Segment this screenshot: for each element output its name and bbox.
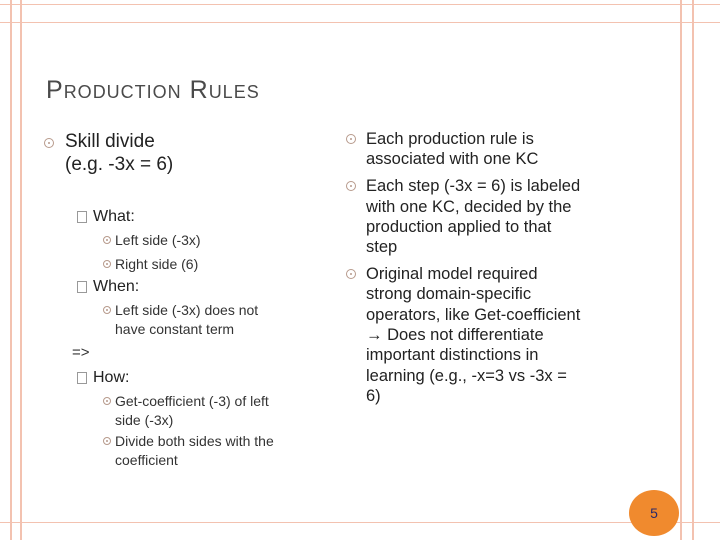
page-number-badge: 5 <box>629 490 679 536</box>
what-item: Left side (-3x) <box>115 232 201 248</box>
square-bullet-icon <box>77 281 87 293</box>
bullet-icon <box>103 437 111 445</box>
frame-line <box>0 22 720 23</box>
slide-title <box>46 76 260 105</box>
right-point-2: Each step (-3x = 6) is labeled <box>366 177 581 195</box>
title-rest: RODUCTION <box>63 82 182 102</box>
when-item: Left side (-3x) does not <box>115 302 259 318</box>
how-item: Divide both sides with the <box>115 433 274 449</box>
implies-arrow: => <box>72 344 90 361</box>
how-heading: How: <box>93 369 130 386</box>
bullet-icon <box>346 181 356 191</box>
right-point-3-cont: 6) <box>366 387 381 405</box>
how-item-cont: side (-3x) <box>115 412 174 428</box>
title-rest: ULES <box>208 82 260 102</box>
bullet-icon <box>103 397 111 405</box>
what-heading: What: <box>93 208 135 225</box>
bullet-icon <box>346 269 356 279</box>
bullet-icon <box>44 138 54 148</box>
title-initial: R <box>181 76 209 104</box>
how-item: Get-coefficient (-3) of left <box>115 393 269 409</box>
right-point-1-cont: associated with one KC <box>366 150 539 168</box>
right-point-3-cont: important distinctions in <box>366 346 539 364</box>
bullet-icon <box>346 134 356 144</box>
frame-line <box>680 0 682 540</box>
bullet-icon <box>103 260 111 268</box>
frame-line <box>692 0 694 540</box>
square-bullet-icon <box>77 211 87 223</box>
frame-line <box>20 0 22 540</box>
right-point-3: Original model required <box>366 265 538 283</box>
frame-line <box>0 522 720 523</box>
bullet-icon <box>103 236 111 244</box>
square-bullet-icon <box>77 372 87 384</box>
right-point-1: Each production rule is <box>366 130 534 148</box>
bullet-icon <box>103 306 111 314</box>
when-heading: When: <box>93 278 140 295</box>
right-point-2-cont: production applied to that <box>366 218 552 236</box>
right-point-2-cont: with one KC, decided by the <box>366 198 572 216</box>
title-initial: P <box>46 76 64 104</box>
when-item-cont: have constant term <box>115 321 235 337</box>
right-point-3-cont: strong domain-specific <box>366 285 532 303</box>
what-item: Right side (6) <box>115 256 199 272</box>
right-point-2-cont: step <box>366 238 398 256</box>
frame-line <box>0 4 720 5</box>
skill-example: (e.g. -3x = 6) <box>65 154 174 175</box>
right-point-3-cont: → Does not differentiate <box>366 326 544 344</box>
skill-title: Skill divide <box>65 131 155 152</box>
frame-line <box>10 0 12 540</box>
right-point-3-cont: operators, like Get-coefficient <box>366 306 581 324</box>
right-point-3-cont: learning (e.g., -x=3 vs -3x = <box>366 367 567 385</box>
how-item-cont: coefficient <box>115 452 178 468</box>
